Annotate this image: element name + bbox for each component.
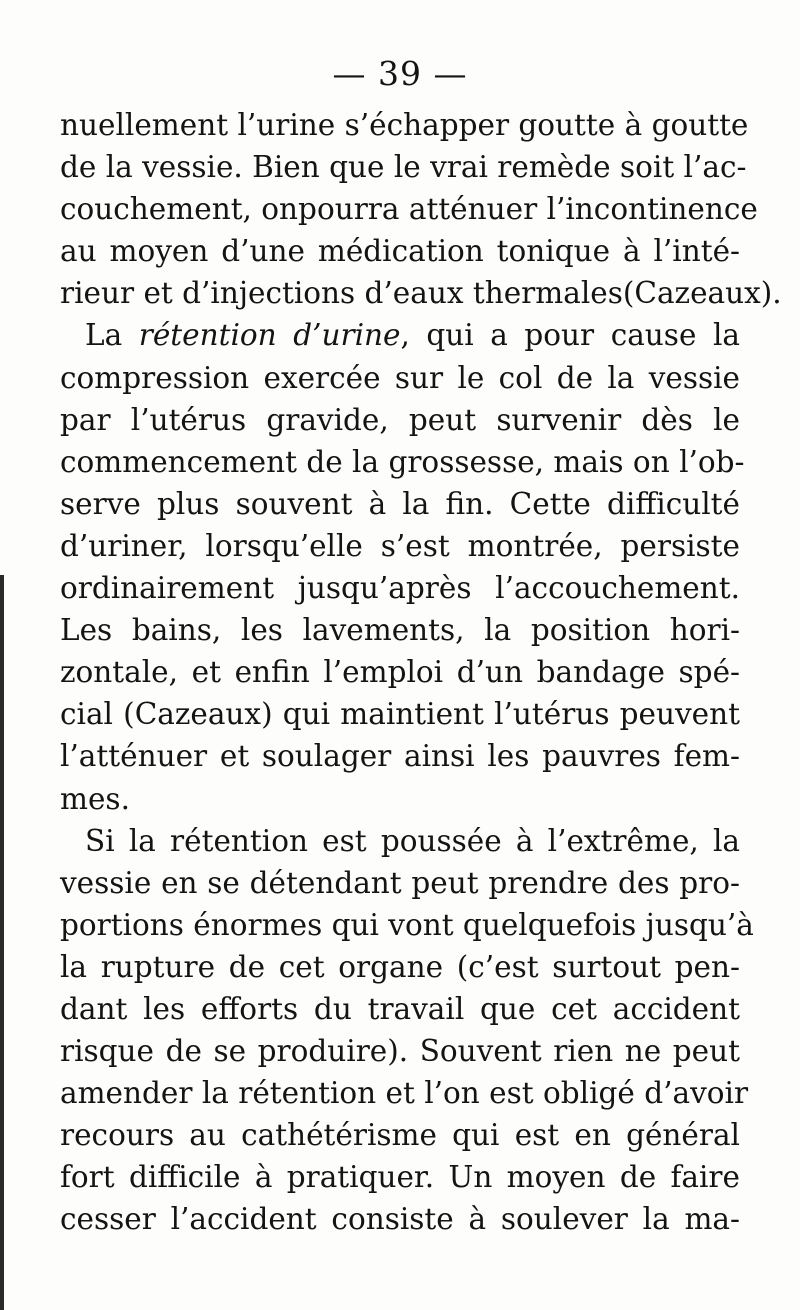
text-segment: , qui a pour cause la <box>400 318 740 353</box>
text-line: cial (Cazeaux) qui maintient l’utérus peuvent <box>60 697 740 732</box>
text-line: serve plus souvent à la fin. Cette difficulté <box>60 486 740 521</box>
page-edge-shadow <box>0 575 4 1310</box>
text-line: risque de se produire). Souvent rien ne peut <box>60 1034 740 1069</box>
italic-term: rétention d’urine <box>138 318 401 353</box>
text-line: l’atténuer et soulager ainsi les pauvres fem- <box>60 739 740 774</box>
text-segment: La <box>85 318 139 353</box>
text-line: nuellement l’urine s’échapper goutte à goutte <box>60 108 749 142</box>
text-line: cesser l’accident consiste à soulever la ma- <box>60 1202 740 1237</box>
text-line: zontale, et enfin l’emploi d’un bandage spé- <box>60 655 740 690</box>
page-number: — 39 — <box>332 54 468 93</box>
text-line: vessie en se détendant peut prendre des pro- <box>60 865 740 900</box>
text-line: ordinairement jusqu’après l’accouchement. <box>60 571 740 606</box>
text-line: fort difficile à pratiquer. Un moyen de faire <box>60 1160 740 1195</box>
text-line: dant les efforts du travail que cet accident <box>60 991 740 1026</box>
body-text <box>60 104 782 1241</box>
text-line: portions énormes qui vont quelquefois jusqu’à <box>60 907 754 942</box>
text-line: Les bains, les lavements, la position hori- <box>60 613 740 648</box>
text-line: rieur et d’injections d’eaux thermales(Cazeaux). <box>60 276 782 311</box>
text-line: couchement, onpourra atténuer l’incontinence <box>60 192 758 227</box>
text-line: de la vessie. Bien que le vrai remède soit l’ac- <box>60 150 747 185</box>
text-line: amender la rétention et l’on est obligé d’avoir <box>60 1076 749 1111</box>
text-line: la rupture de cet organe (c’est surtout pen- <box>60 949 740 984</box>
text-line-paragraph-start <box>60 314 740 356</box>
text-line: commencement de la grossesse, mais on l’ob- <box>60 444 745 479</box>
text-line: recours au cathétérisme qui est en général <box>60 1118 740 1153</box>
text-line: compression exercée sur le col de la vessie <box>60 360 740 395</box>
text-line: au moyen d’une médication tonique à l’inté- <box>60 234 740 269</box>
text-line: d’uriner, lorsqu’elle s’est montrée, persiste <box>60 528 740 563</box>
text-line-paragraph-start: Si la rétention est poussée à l’extrême, la <box>85 823 740 858</box>
text-line: mes. <box>60 781 130 816</box>
text-line: par l’utérus gravide, peut survenir dès le <box>60 402 740 437</box>
